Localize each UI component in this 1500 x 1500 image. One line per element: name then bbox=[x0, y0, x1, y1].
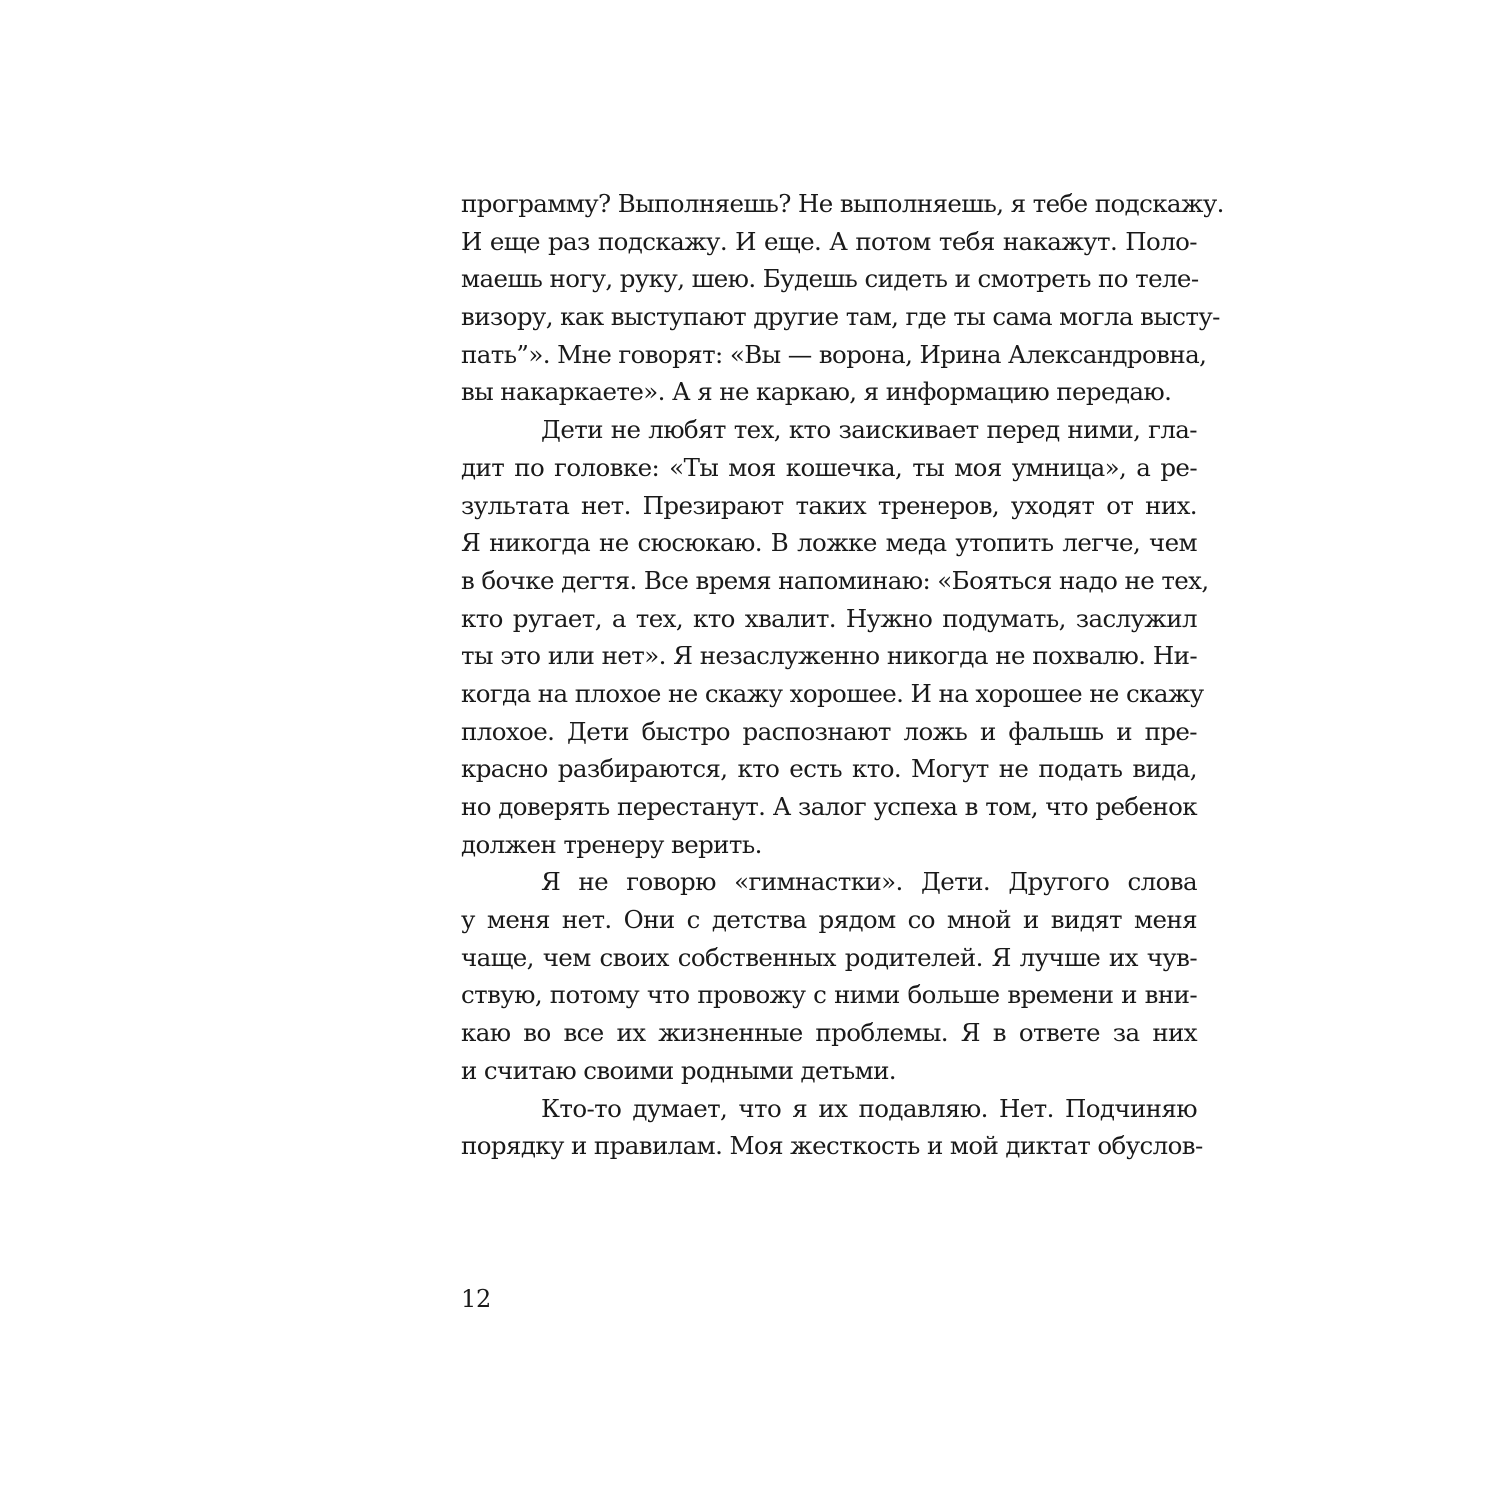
text-line: в бочке дегтя. Все время напоминаю: «Бояться надо не тех, bbox=[461, 565, 1209, 595]
text-line: каю во все их жизненные проблемы. Я в ответе за них bbox=[461, 1018, 1197, 1048]
text-line: зультата нет. Презирают таких тренеров, уходят от них. bbox=[461, 490, 1197, 520]
text-line: но доверять перестанут. А залог успеха в том, что ребенок bbox=[461, 792, 1197, 821]
text-line: И еще раз подскажу. И еще. А потом тебя накажут. Поло- bbox=[461, 226, 1197, 256]
text-line: порядку и правилам. Моя жесткость и мой диктат обуслов- bbox=[461, 1131, 1203, 1161]
text-line: визору, как выступают другие там, где ты сама могла высту- bbox=[461, 302, 1220, 332]
paragraph-start-line: Кто-то думает, что я их подавляю. Нет. Подчиняю bbox=[541, 1093, 1197, 1123]
page-number: 12 bbox=[461, 1285, 491, 1313]
text-line: пать”». Мне говорят: «Вы — ворона, Ирина Александровна, bbox=[461, 339, 1207, 369]
text-line: когда на плохое не скажу хорошее. И на хорошее не скажу bbox=[461, 678, 1204, 708]
text-line: кто ругает, а тех, кто хвалит. Нужно подумать, заслужил bbox=[461, 603, 1197, 633]
text-line: у меня нет. Они с детства рядом со мной и видят меня bbox=[461, 905, 1197, 935]
text-line: красно разбираются, кто есть кто. Могут не подать вида, bbox=[461, 754, 1197, 784]
text-line: дит по головке: «Ты моя кошечка, ты моя умница», а ре- bbox=[461, 452, 1197, 482]
text-line: Я никогда не сюсюкаю. В ложке меда утопить легче, чем bbox=[461, 528, 1197, 558]
text-line: должен тренеру верить. bbox=[461, 829, 762, 859]
text-line: чаще, чем своих собственных родителей. Я лучше их чув- bbox=[461, 942, 1197, 972]
paragraph-start-line: Я не говорю «гимнастки». Дети. Другого слова bbox=[541, 867, 1197, 897]
text-line: программу? Выполняешь? Не выполняешь, я тебе подскажу. bbox=[461, 189, 1224, 218]
text-line: ствую, потому что провожу с ними больше времени и вни- bbox=[461, 980, 1197, 1010]
paragraph-start-line: Дети не любят тех, кто заискивает перед ними, гла- bbox=[541, 415, 1197, 445]
text-line: и считаю своими родными детьми. bbox=[461, 1055, 896, 1085]
body-text bbox=[461, 185, 1224, 1165]
text-line: плохое. Дети быстро распознают ложь и фальшь и пре- bbox=[461, 716, 1197, 746]
text-line: вы накаркаете». А я не каркаю, я информацию передаю. bbox=[461, 377, 1172, 407]
text-line: маешь ногу, руку, шею. Будешь сидеть и смотреть по теле- bbox=[461, 264, 1199, 294]
text-line: ты это или нет». Я незаслуженно никогда не похвалю. Ни- bbox=[461, 641, 1197, 671]
